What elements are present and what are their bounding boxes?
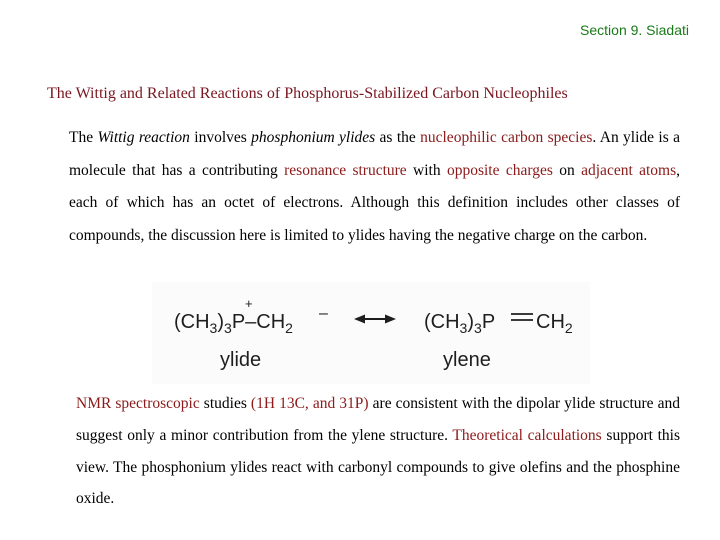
ylide-caption: ylide [220, 349, 262, 371]
ylene-caption: ylene [443, 349, 491, 371]
term-wittig-reaction: Wittig reaction [97, 129, 190, 146]
term-theoretical-calculations: Theoretical calculations [452, 426, 602, 444]
term-nmr-spectroscopic: NMR spectroscopic [76, 395, 200, 412]
section-label: Section 9. Siadati [580, 22, 689, 38]
paragraph-nmr-studies [76, 388, 680, 515]
text-run: with [406, 161, 447, 179]
ylide-ylene-resonance-figure [152, 282, 590, 384]
ylene-methylene-group: $CH_2$ [536, 311, 573, 336]
negative-charge-symbol: – [319, 305, 328, 322]
text-run: . An ylide is a molecule that has a contributing [69, 129, 680, 179]
text-run: , each of which has an octet of electrons. Although this definition includes other classes of compounds, the discussion here is limited to ylides having the negative charge on the carbon. [69, 161, 681, 244]
text-run: on [552, 161, 582, 179]
term-opposite-charges: opposite charges [446, 161, 553, 179]
paragraph-ylide-definition [69, 122, 680, 252]
text-run: studies [199, 395, 251, 412]
text-run: involves [189, 129, 252, 146]
text-run: as the [375, 129, 421, 146]
term-phosphonium-ylides: phosphonium ylides [251, 129, 376, 146]
ylene-formula: $(CH_3)_3P$ [424, 311, 496, 336]
positive-charge-symbol: + [245, 296, 253, 311]
term-resonance-structure: resonance structure [284, 161, 407, 179]
ylide-formula: $(CH_3)_3P-CH_2$ [174, 311, 293, 336]
term-nuclei-list: (1H 13C, and 31P) [250, 395, 369, 412]
resonance-diagram [152, 282, 590, 384]
term-adjacent-atoms: adjacent atoms [581, 161, 677, 179]
resonance-arrow-icon [354, 315, 396, 324]
double-bond-icon [511, 314, 533, 320]
page-title: The Wittig and Related Reactions of Phosphorus-Stabilized Carbon Nucleophiles [47, 85, 568, 102]
term-nucleophilic-carbon-species: nucleophilic carbon species [420, 129, 593, 146]
text-run: support this view. The phosphonium ylides react with carbonyl compounds to give olefins and the phosphine oxide. [76, 426, 680, 508]
text-run: The [69, 129, 98, 146]
text-run: are consistent with the dipolar ylide structure and suggest only a minor contribution from the ylene structure. [76, 395, 680, 444]
